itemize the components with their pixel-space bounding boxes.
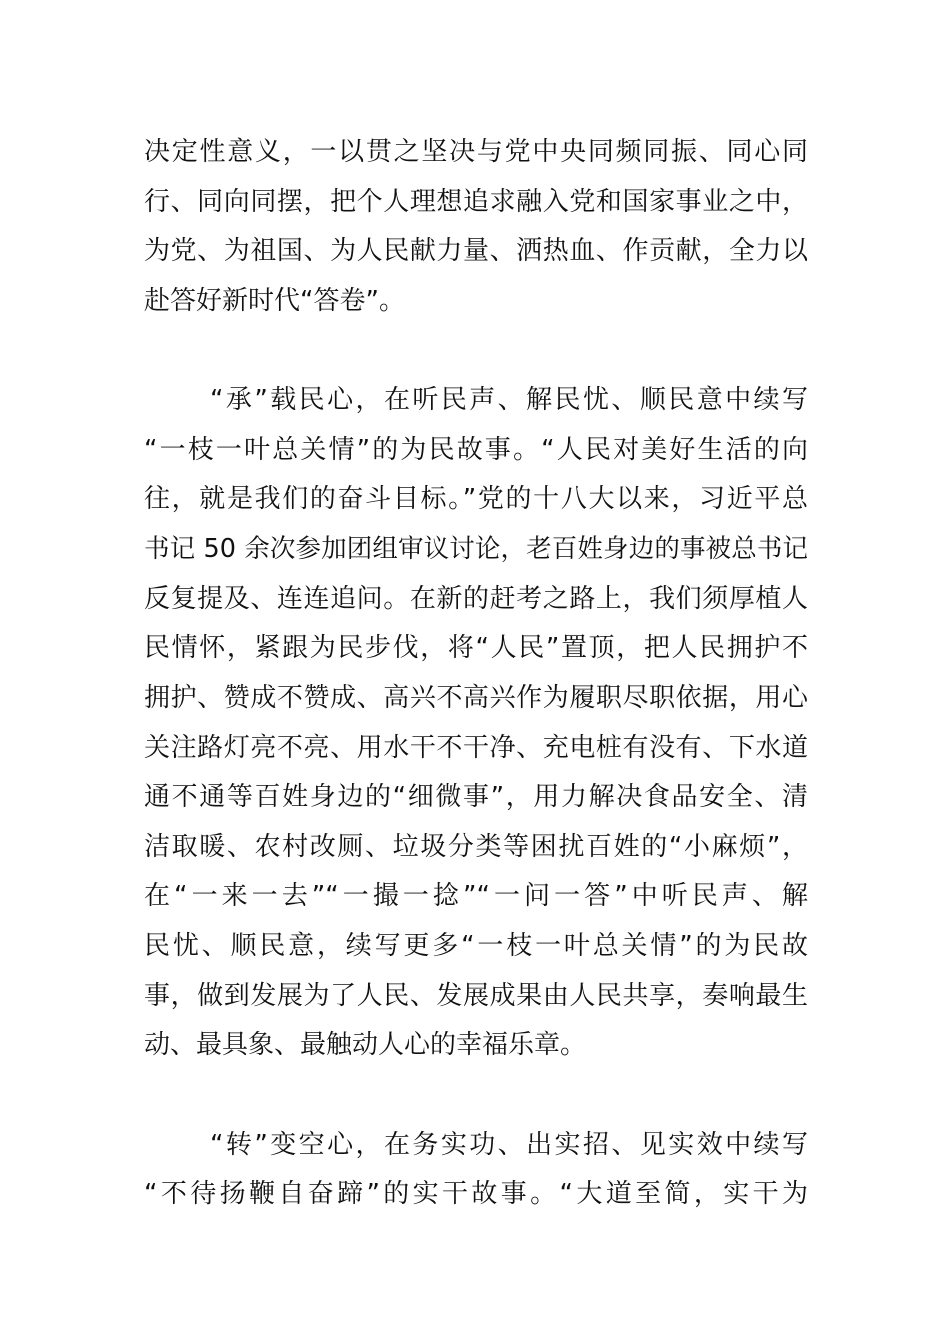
paragraph-line: 通不通等百姓身边的“细微事”，用力解决食品安全、清	[144, 782, 808, 812]
paragraph-line: 为党、为祖国、为人民献力量、洒热血、作贡献，全力以	[144, 236, 808, 266]
paragraph-line: 洁取暖、农村改厕、垃圾分类等困扰百姓的“小麻烦”，	[144, 832, 808, 862]
paragraph-line: 书记 50 余次参加团组审议讨论，老百姓身边的事被总书记	[144, 534, 808, 564]
paragraph-line: “承”载民心，在听民声、解民忧、顺民意中续写	[210, 385, 808, 415]
paragraph-line: 行、同向同摆，把个人理想追求融入党和国家事业之中，	[144, 187, 808, 217]
paragraph-line: 往，就是我们的奋斗目标。”党的十八大以来，习近平总	[144, 484, 808, 514]
paragraph-line: 事，做到发展为了人民、发展成果由人民共享，奏响最生	[144, 981, 808, 1011]
paragraph-line: 赴答好新时代“答卷”。	[144, 286, 405, 316]
paragraph-line: 民情怀，紧跟为民步伐，将“人民”置顶，把人民拥护不	[144, 633, 808, 663]
paragraph-line: 反复提及、连连追问。在新的赶考之路上，我们须厚植人	[144, 584, 808, 614]
paragraph-line: 民忧、顺民意，续写更多“一枝一叶总关情”的为民故	[144, 931, 808, 961]
paragraph-line: 动、最具象、最触动人心的幸福乐章。	[144, 1030, 587, 1060]
paragraph-line: 决定性意义，一以贯之坚决与党中央同频同振、同心同	[144, 137, 808, 167]
paragraph-line: “不待扬鞭自奋蹄”的实干故事。“大道至简，实干为	[144, 1179, 808, 1209]
paragraph-line: “转”变空心，在务实功、出实招、见实效中续写	[210, 1130, 808, 1160]
paragraph-line: 关注路灯亮不亮、用水干不干净、充电桩有没有、下水道	[144, 733, 808, 763]
paragraph-line: “一枝一叶总关情”的为民故事。“人民对美好生活的向	[144, 435, 808, 465]
paragraph-line: 在“一来一去”“一撮一捻”“一问一答”中听民声、解	[144, 881, 808, 911]
paragraph-line: 拥护、赞成不赞成、高兴不高兴作为履职尽职依据，用心	[144, 683, 808, 713]
